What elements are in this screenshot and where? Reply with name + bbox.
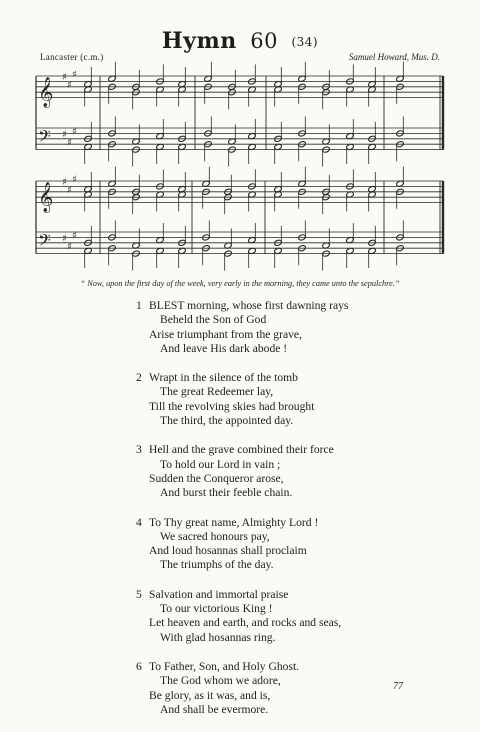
sharp-icon: ♯: [62, 177, 67, 188]
verse-number: 3: [136, 443, 142, 457]
sharp-icon: ♯: [72, 230, 77, 242]
verse-line: Beheld the Son of God: [160, 313, 267, 327]
verse-line: Let heaven and earth, and rocks and seas,: [149, 616, 342, 630]
composer-name: Samuel Howard, Mus. D.: [348, 52, 440, 62]
hymn-text: [136, 299, 436, 732]
sharp-icon: ♯: [67, 80, 72, 92]
music-score: [0, 0, 480, 275]
verse-line: And burst their feeble chain.: [160, 486, 293, 500]
sharp-icon: ♯: [62, 72, 67, 83]
hymn-title-word: Hymn: [161, 28, 237, 54]
verse-line: Sudden the Conqueror arose,: [149, 471, 284, 485]
verse-line: And leave His dark abode !: [160, 341, 288, 355]
hymn-number: 60: [250, 29, 278, 53]
verse-number: 1: [136, 299, 142, 312]
bass-clef-icon: 𝄢: [38, 230, 51, 255]
sharp-icon: ♯: [72, 126, 77, 138]
verse-line: With glad hosannas ring.: [160, 630, 276, 644]
verse-number: 5: [136, 587, 142, 601]
verse-number: 4: [136, 515, 142, 529]
tune-name: Lancaster (c.m.): [40, 52, 104, 62]
verse-4: [136, 516, 436, 573]
verse-line: Be glory, as it was, and is,: [149, 688, 271, 702]
verse-line: Till the revolving skies had brought: [149, 399, 315, 413]
bass-clef-icon: 𝄢: [38, 126, 51, 151]
verse-line: The God whom we adore,: [160, 674, 281, 688]
page-number: 77: [393, 681, 403, 692]
verse-line: BLEST morning, whose first dawning rays: [149, 299, 349, 312]
sharp-icon: ♯: [62, 129, 67, 141]
verse-line: The third, the appointed day.: [160, 414, 294, 428]
verse-1: [136, 299, 436, 356]
verse-3: [136, 443, 436, 500]
hymn-reference: (34): [291, 35, 319, 49]
sharp-icon: ♯: [67, 241, 72, 253]
verse-line: And loud hosannas shall proclaim: [149, 544, 307, 558]
treble-clef-icon: 𝄞: [38, 77, 54, 108]
verse-line: We sacred honours pay,: [160, 529, 270, 543]
sharp-icon: ♯: [72, 69, 77, 81]
verse-line: To Father, Son, and Holy Ghost.: [149, 659, 300, 673]
sharp-icon: ♯: [67, 185, 72, 197]
verse-line: The triumphs of the day.: [160, 558, 274, 572]
verse-line: To our victorious King !: [160, 602, 273, 616]
verse-number: 2: [136, 371, 142, 385]
verse-line: Salvation and immortal praise: [149, 587, 289, 601]
sharp-icon: ♯: [67, 137, 72, 149]
verse-line: To hold our Lord in vain ;: [160, 457, 281, 471]
sharp-icon: ♯: [72, 174, 77, 186]
verse-5: [136, 588, 436, 645]
verse-line: Hell and the grave combined their force: [149, 443, 334, 457]
verse-line: Wrapt in the silence of the tomb: [149, 371, 298, 385]
epigraph: “ Now, upon the first day of the week, very early in the morning, they came unto the sepulchre.”: [80, 279, 400, 288]
verse-line: And shall be evermore.: [160, 702, 269, 716]
treble-clef-icon: 𝄞: [38, 182, 54, 213]
sharp-icon: ♯: [62, 233, 67, 245]
verse-number: 6: [136, 659, 142, 673]
verse-6: [136, 660, 436, 717]
verse-line: To Thy great name, Almighty Lord !: [149, 515, 319, 529]
verse-line: Arise triumphant from the grave,: [149, 327, 302, 341]
verse-line: The great Redeemer lay,: [160, 385, 274, 399]
verse-2: [136, 371, 436, 428]
